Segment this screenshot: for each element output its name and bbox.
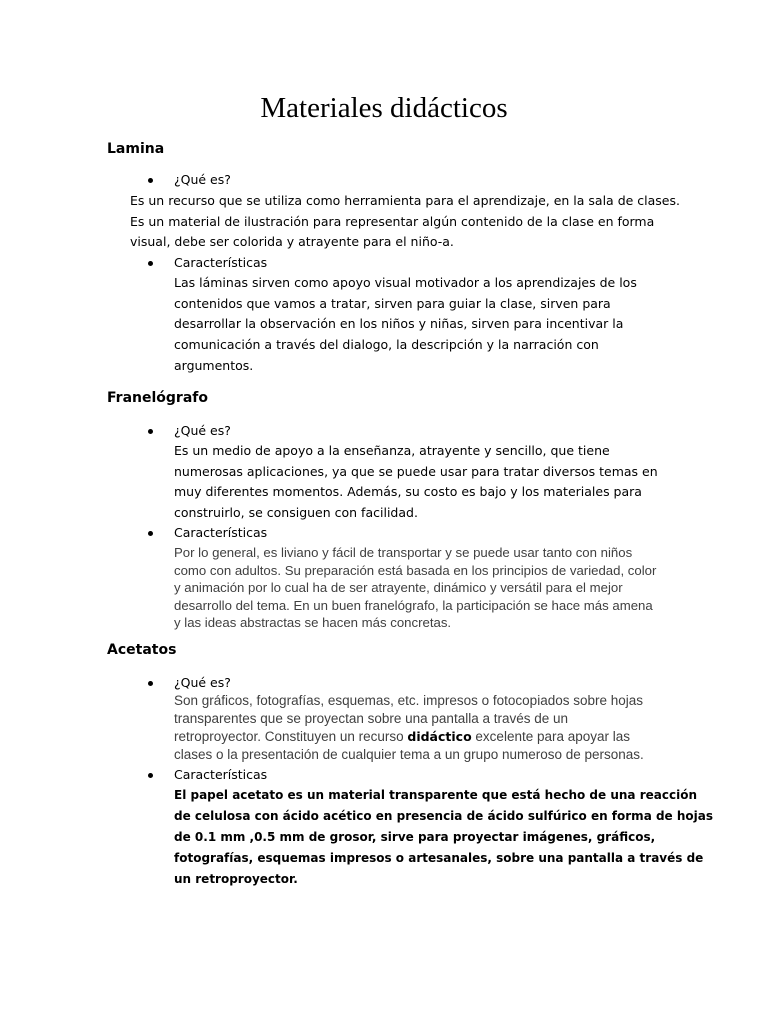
bullet-label: ¿Qué es?	[174, 423, 231, 438]
page-title: Materiales didácticos	[260, 92, 508, 124]
paragraph-lamina-definition: Es un recurso que se utiliza como herramienta para el aprendizaje, en la sala de clases. Es un material de ilustración para representar algún contenido de la clase en forma visual, debe ser colorida y atrayente para el niño-a.	[130, 193, 680, 250]
paragraph-franelografo-characteristics: Por lo general, es liviano y fácil de transportar y se puede usar tanto con niños como con adultos. Su preparación está basada en los principios de variedad, color y animación por lo cual ha de ser atrayente, dinámico y versátil para el mejor desarrollo del tema. En un buen franelógrafo, la participación se hace más amena y las ideas abstractas se hacen más concretas.	[174, 545, 657, 630]
emphasized-word: didáctico	[407, 729, 472, 744]
bullet-icon	[148, 531, 153, 536]
bullet-label: ¿Qué es?	[174, 675, 231, 690]
paragraph-lamina-characteristics: Las láminas sirven como apoyo visual motivador a los aprendizajes de los contenidos que vamos a tratar, sirven para guiar la clase, sirven para desarrollar la observación en los niños y niñas, sirven para incentivar la comunicación a través del dialogo, la descripción y la narración con argumentos.	[174, 275, 637, 373]
bullet-icon	[148, 178, 153, 183]
bullet-label: Características	[174, 767, 268, 782]
bullet-icon	[148, 681, 153, 686]
paragraph-acetatos-characteristics: El papel acetato es un material transparente que está hecho de una reacción de celulosa con ácido acético en presencia de ácido sulfúrico en forma de hojas de 0.1 mm ,0.5 mm de grosor, sirve para proyectar imágenes, gráficos, fotografías, esquemas impresos o artesanales, sobre una pantalla a través de un retroproyector.	[174, 788, 714, 886]
bullet-icon	[148, 261, 153, 266]
section-heading-acetatos: Acetatos	[107, 642, 177, 658]
paragraph-acetatos-definition: Son gráficos, fotografías, esquemas, etc. impresos o fotocopiados sobre hojas transparentes que se proyectan sobre una pantalla a través de un retroproyector. Constituyen un recurso didáctico excelente para apoyar las clases o la presentación de cualquier tema a un grupo numeroso de personas.	[174, 693, 644, 762]
bullet-label: Características	[174, 255, 268, 270]
paragraph-franelografo-definition: Es un medio de apoyo a la enseñanza, atrayente y sencillo, que tiene numerosas aplicaciones, ya que se puede usar para tratar diversos temas en muy diferentes momentos. Además, su costo es bajo y los materiales para construirlo, se consiguen con facilidad.	[174, 443, 658, 521]
bullet-label: Características	[174, 525, 268, 540]
section-heading-franelografo: Franelógrafo	[107, 390, 208, 406]
section-heading-lamina: Lamina	[107, 141, 165, 157]
bullet-icon	[148, 773, 153, 778]
bullet-label: ¿Qué es?	[174, 172, 231, 187]
bullet-icon	[148, 429, 153, 434]
